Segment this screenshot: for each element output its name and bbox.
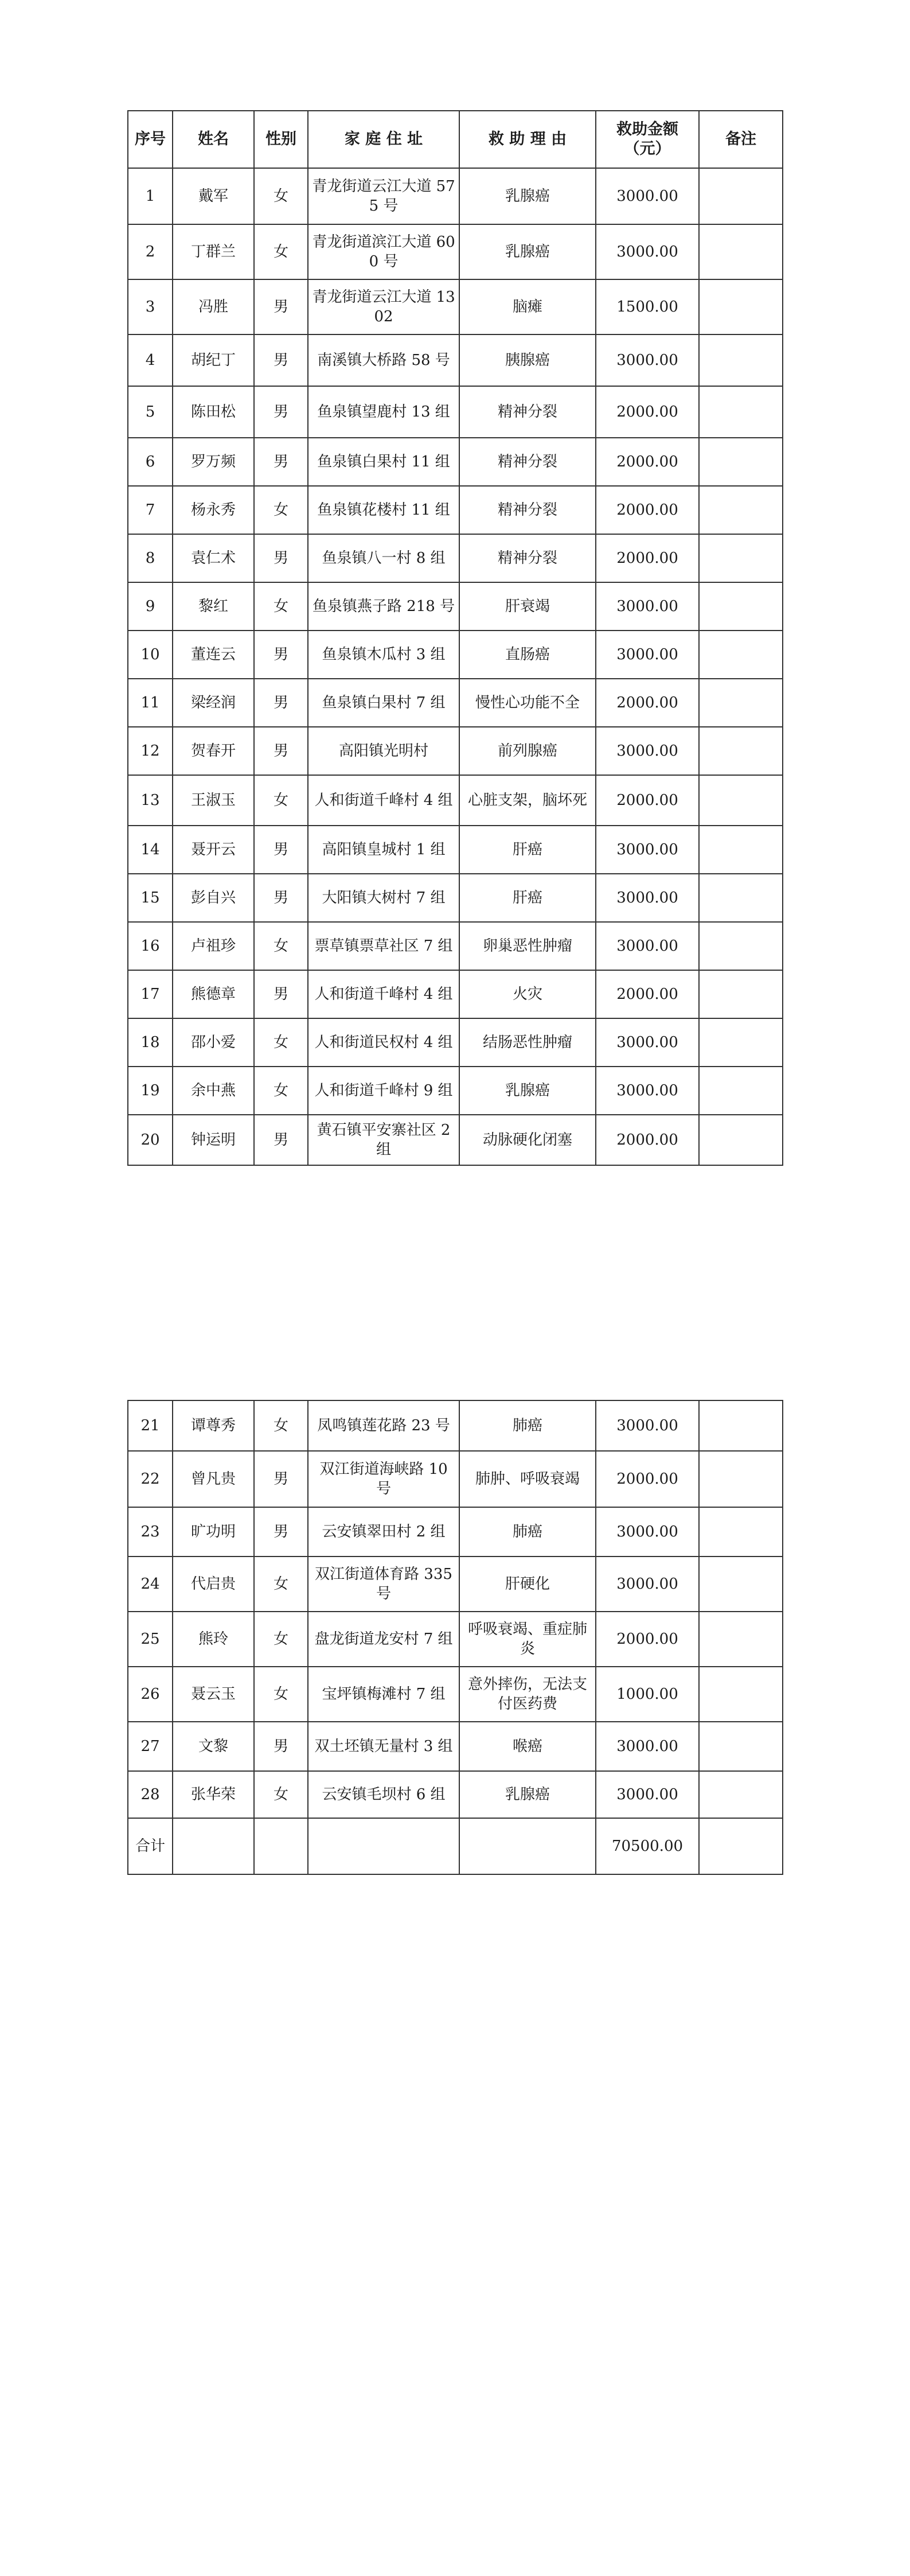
- table-row: [128, 1667, 783, 1722]
- cell-name: 卢祖珍: [173, 922, 254, 970]
- cell-reason: 肝硬化: [459, 1557, 596, 1612]
- table-row: [128, 1115, 783, 1165]
- cell-remark: [699, 679, 783, 727]
- cell-index: 11: [128, 679, 173, 727]
- cell-gender: 男: [254, 970, 308, 1018]
- total-amount: 70500.00: [596, 1818, 699, 1874]
- total-empty-cell: [459, 1818, 596, 1874]
- cell-amount: 3000.00: [596, 1018, 699, 1067]
- table-row: [128, 1018, 783, 1067]
- cell-amount: 2000.00: [596, 775, 699, 826]
- cell-index: 24: [128, 1557, 173, 1612]
- table-row: [128, 970, 783, 1018]
- cell-amount: 3000.00: [596, 1771, 699, 1818]
- total-row: [128, 1818, 783, 1874]
- cell-remark: [699, 1771, 783, 1818]
- cell-reason: 胰腺癌: [459, 334, 596, 386]
- cell-gender: 男: [254, 1722, 308, 1771]
- cell-remark: [699, 1612, 783, 1667]
- cell-index: 25: [128, 1612, 173, 1667]
- cell-index: 14: [128, 826, 173, 874]
- cell-reason: 乳腺癌: [459, 224, 596, 279]
- cell-name: 戴军: [173, 168, 254, 224]
- cell-amount: 3000.00: [596, 1557, 699, 1612]
- cell-index: 21: [128, 1400, 173, 1451]
- aid-table-page-1: [127, 110, 783, 1166]
- cell-index: 8: [128, 534, 173, 582]
- aid-table-page-2: [127, 1400, 783, 1875]
- cell-reason: 前列腺癌: [459, 727, 596, 775]
- cell-amount: 3000.00: [596, 922, 699, 970]
- cell-amount: 3000.00: [596, 1507, 699, 1557]
- cell-amount: 3000.00: [596, 1722, 699, 1771]
- cell-gender: 男: [254, 826, 308, 874]
- cell-index: 16: [128, 922, 173, 970]
- cell-amount: 3000.00: [596, 631, 699, 679]
- cell-gender: 男: [254, 1115, 308, 1165]
- cell-address: 鱼泉镇木瓜村 3 组: [308, 631, 459, 679]
- cell-reason: 卵巢恶性肿瘤: [459, 922, 596, 970]
- cell-name: 黎红: [173, 582, 254, 631]
- cell-gender: 男: [254, 1451, 308, 1507]
- cell-index: 20: [128, 1115, 173, 1165]
- cell-reason: 肝癌: [459, 874, 596, 922]
- table-row: [128, 1771, 783, 1818]
- total-empty-cell: [173, 1818, 254, 1874]
- header-reason: 救 助 理 由: [459, 111, 596, 168]
- cell-remark: [699, 826, 783, 874]
- cell-gender: 男: [254, 438, 308, 486]
- cell-address: 人和街道千峰村 4 组: [308, 775, 459, 826]
- cell-name: 熊德章: [173, 970, 254, 1018]
- cell-name: 曾凡贵: [173, 1451, 254, 1507]
- cell-address: 黄石镇平安寨社区 2 组: [308, 1115, 459, 1165]
- cell-reason: 精神分裂: [459, 386, 596, 438]
- cell-reason: 火灾: [459, 970, 596, 1018]
- cell-name: 熊玲: [173, 1612, 254, 1667]
- cell-reason: 肺肿、呼吸衰竭: [459, 1451, 596, 1507]
- cell-gender: 女: [254, 1400, 308, 1451]
- cell-amount: 3000.00: [596, 874, 699, 922]
- cell-index: 10: [128, 631, 173, 679]
- table-row: [128, 727, 783, 775]
- cell-remark: [699, 1400, 783, 1451]
- cell-amount: 1500.00: [596, 279, 699, 334]
- cell-remark: [699, 874, 783, 922]
- cell-index: 1: [128, 168, 173, 224]
- cell-address: 双江街道海峡路 10 号: [308, 1451, 459, 1507]
- cell-remark: [699, 582, 783, 631]
- cell-remark: [699, 1507, 783, 1557]
- cell-reason: 慢性心功能不全: [459, 679, 596, 727]
- cell-name: 余中燕: [173, 1067, 254, 1115]
- total-label: 合计: [128, 1818, 173, 1874]
- table-row: [128, 168, 783, 224]
- table-row: [128, 1612, 783, 1667]
- cell-index: 26: [128, 1667, 173, 1722]
- header-remark: 备注: [699, 111, 783, 168]
- cell-remark: [699, 727, 783, 775]
- cell-name: 聂云玉: [173, 1667, 254, 1722]
- cell-index: 17: [128, 970, 173, 1018]
- cell-address: 盘龙街道龙安村 7 组: [308, 1612, 459, 1667]
- table-row: [128, 775, 783, 826]
- cell-address: 青龙街道滨江大道 600 号: [308, 224, 459, 279]
- cell-reason: 肝癌: [459, 826, 596, 874]
- cell-name: 王淑玉: [173, 775, 254, 826]
- cell-remark: [699, 922, 783, 970]
- cell-reason: 动脉硬化闭塞: [459, 1115, 596, 1165]
- cell-amount: 3000.00: [596, 582, 699, 631]
- cell-index: 23: [128, 1507, 173, 1557]
- cell-reason: 结肠恶性肿瘤: [459, 1018, 596, 1067]
- cell-index: 5: [128, 386, 173, 438]
- cell-remark: [699, 1722, 783, 1771]
- cell-name: 丁群兰: [173, 224, 254, 279]
- cell-gender: 男: [254, 874, 308, 922]
- cell-index: 15: [128, 874, 173, 922]
- table-row: [128, 1722, 783, 1771]
- cell-address: 人和街道千峰村 4 组: [308, 970, 459, 1018]
- cell-gender: 男: [254, 334, 308, 386]
- cell-remark: [699, 775, 783, 826]
- cell-reason: 肺癌: [459, 1400, 596, 1451]
- cell-gender: 女: [254, 1771, 308, 1818]
- cell-name: 冯胜: [173, 279, 254, 334]
- cell-index: 12: [128, 727, 173, 775]
- cell-gender: 女: [254, 224, 308, 279]
- cell-reason: 精神分裂: [459, 534, 596, 582]
- cell-amount: 3000.00: [596, 168, 699, 224]
- table-body-page-1: [128, 168, 783, 1165]
- cell-name: 钟运明: [173, 1115, 254, 1165]
- cell-index: 22: [128, 1451, 173, 1507]
- cell-reason: 肝衰竭: [459, 582, 596, 631]
- cell-amount: 2000.00: [596, 534, 699, 582]
- cell-address: 鱼泉镇白果村 7 组: [308, 679, 459, 727]
- cell-remark: [699, 1115, 783, 1165]
- cell-reason: 心脏支架，脑坏死: [459, 775, 596, 826]
- cell-reason: 乳腺癌: [459, 1067, 596, 1115]
- cell-name: 聂开云: [173, 826, 254, 874]
- cell-index: 27: [128, 1722, 173, 1771]
- cell-name: 贺春开: [173, 727, 254, 775]
- cell-address: 双江街道体育路 335 号: [308, 1557, 459, 1612]
- table-row: [128, 1451, 783, 1507]
- cell-amount: 2000.00: [596, 486, 699, 534]
- table-row: [128, 224, 783, 279]
- cell-remark: [699, 438, 783, 486]
- header-index: 序号: [128, 111, 173, 168]
- cell-address: 高阳镇光明村: [308, 727, 459, 775]
- cell-remark: [699, 1018, 783, 1067]
- cell-remark: [699, 486, 783, 534]
- cell-address: 大阳镇大树村 7 组: [308, 874, 459, 922]
- cell-reason: 乳腺癌: [459, 1771, 596, 1818]
- cell-amount: 2000.00: [596, 1115, 699, 1165]
- table-row: [128, 922, 783, 970]
- cell-address: 鱼泉镇望鹿村 13 组: [308, 386, 459, 438]
- cell-address: 双土坯镇无量村 3 组: [308, 1722, 459, 1771]
- cell-reason: 意外摔伤，无法支付医药费: [459, 1667, 596, 1722]
- cell-gender: 女: [254, 922, 308, 970]
- cell-gender: 男: [254, 279, 308, 334]
- table-row: [128, 1557, 783, 1612]
- cell-amount: 3000.00: [596, 826, 699, 874]
- cell-address: 云安镇毛坝村 6 组: [308, 1771, 459, 1818]
- cell-index: 4: [128, 334, 173, 386]
- cell-gender: 女: [254, 1667, 308, 1722]
- cell-amount: 3000.00: [596, 1400, 699, 1451]
- cell-index: 18: [128, 1018, 173, 1067]
- cell-remark: [699, 1067, 783, 1115]
- cell-address: 青龙街道云江大道 1302: [308, 279, 459, 334]
- cell-amount: 3000.00: [596, 334, 699, 386]
- cell-address: 南溪镇大桥路 58 号: [308, 334, 459, 386]
- cell-amount: 2000.00: [596, 386, 699, 438]
- cell-address: 人和街道千峰村 9 组: [308, 1067, 459, 1115]
- cell-name: 代启贵: [173, 1557, 254, 1612]
- cell-gender: 男: [254, 727, 308, 775]
- cell-gender: 女: [254, 1557, 308, 1612]
- cell-index: 7: [128, 486, 173, 534]
- cell-name: 邵小爱: [173, 1018, 254, 1067]
- cell-gender: 女: [254, 1612, 308, 1667]
- table-row: [128, 386, 783, 438]
- cell-remark: [699, 1451, 783, 1507]
- table-row: [128, 1067, 783, 1115]
- cell-reason: 乳腺癌: [459, 168, 596, 224]
- header-amount: 救助金额（元）: [596, 111, 699, 168]
- cell-address: 青龙街道云江大道 575 号: [308, 168, 459, 224]
- header-name: 姓名: [173, 111, 254, 168]
- cell-name: 董连云: [173, 631, 254, 679]
- cell-address: 云安镇翠田村 2 组: [308, 1507, 459, 1557]
- cell-remark: [699, 631, 783, 679]
- cell-remark: [699, 1667, 783, 1722]
- table-body-page-2: [128, 1400, 783, 1818]
- cell-reason: 喉癌: [459, 1722, 596, 1771]
- cell-amount: 2000.00: [596, 1612, 699, 1667]
- table-row: [128, 334, 783, 386]
- cell-address: 宝坪镇梅滩村 7 组: [308, 1667, 459, 1722]
- total-remark-cell: [699, 1818, 783, 1874]
- cell-amount: 3000.00: [596, 224, 699, 279]
- cell-remark: [699, 224, 783, 279]
- total-empty-cell: [308, 1818, 459, 1874]
- header-address: 家 庭 住 址: [308, 111, 459, 168]
- cell-amount: 2000.00: [596, 1451, 699, 1507]
- cell-gender: 男: [254, 386, 308, 438]
- cell-amount: 2000.00: [596, 679, 699, 727]
- cell-index: 3: [128, 279, 173, 334]
- cell-index: 28: [128, 1771, 173, 1818]
- table-header-row: [128, 111, 783, 168]
- cell-reason: 精神分裂: [459, 438, 596, 486]
- cell-remark: [699, 386, 783, 438]
- cell-name: 张华荣: [173, 1771, 254, 1818]
- cell-index: 19: [128, 1067, 173, 1115]
- cell-name: 彭自兴: [173, 874, 254, 922]
- cell-gender: 男: [254, 679, 308, 727]
- cell-gender: 女: [254, 1018, 308, 1067]
- cell-gender: 男: [254, 1507, 308, 1557]
- table-row: [128, 486, 783, 534]
- table-row: [128, 582, 783, 631]
- cell-gender: 女: [254, 168, 308, 224]
- table-row: [128, 874, 783, 922]
- cell-index: 9: [128, 582, 173, 631]
- cell-gender: 男: [254, 631, 308, 679]
- table-row: [128, 534, 783, 582]
- cell-reason: 脑瘫: [459, 279, 596, 334]
- cell-amount: 2000.00: [596, 970, 699, 1018]
- cell-name: 胡纪丁: [173, 334, 254, 386]
- cell-gender: 女: [254, 775, 308, 826]
- cell-address: 鱼泉镇八一村 8 组: [308, 534, 459, 582]
- cell-address: 鱼泉镇燕子路 218 号: [308, 582, 459, 631]
- table-row: [128, 631, 783, 679]
- cell-index: 13: [128, 775, 173, 826]
- cell-remark: [699, 279, 783, 334]
- table-row: [128, 1400, 783, 1451]
- table-row: [128, 679, 783, 727]
- cell-remark: [699, 1557, 783, 1612]
- table-row: [128, 279, 783, 334]
- cell-name: 梁经润: [173, 679, 254, 727]
- cell-address: 鱼泉镇花楼村 11 组: [308, 486, 459, 534]
- cell-reason: 肺癌: [459, 1507, 596, 1557]
- cell-address: 鱼泉镇白果村 11 组: [308, 438, 459, 486]
- cell-address: 人和街道民权村 4 组: [308, 1018, 459, 1067]
- cell-name: 罗万频: [173, 438, 254, 486]
- cell-amount: 3000.00: [596, 1067, 699, 1115]
- cell-name: 杨永秀: [173, 486, 254, 534]
- cell-gender: 男: [254, 534, 308, 582]
- cell-remark: [699, 534, 783, 582]
- cell-name: 陈田松: [173, 386, 254, 438]
- cell-address: 票草镇票草社区 7 组: [308, 922, 459, 970]
- header-gender: 性别: [254, 111, 308, 168]
- cell-gender: 女: [254, 582, 308, 631]
- table-row: [128, 1507, 783, 1557]
- cell-amount: 3000.00: [596, 727, 699, 775]
- cell-amount: 1000.00: [596, 1667, 699, 1722]
- cell-index: 2: [128, 224, 173, 279]
- cell-reason: 呼吸衰竭、重症肺炎: [459, 1612, 596, 1667]
- cell-index: 6: [128, 438, 173, 486]
- cell-remark: [699, 334, 783, 386]
- cell-address: 凤鸣镇莲花路 23 号: [308, 1400, 459, 1451]
- total-empty-cell: [254, 1818, 308, 1874]
- cell-address: 高阳镇皇城村 1 组: [308, 826, 459, 874]
- cell-name: 文黎: [173, 1722, 254, 1771]
- cell-reason: 精神分裂: [459, 486, 596, 534]
- cell-remark: [699, 970, 783, 1018]
- cell-amount: 2000.00: [596, 438, 699, 486]
- cell-name: 旷功明: [173, 1507, 254, 1557]
- cell-name: 谭尊秀: [173, 1400, 254, 1451]
- table-row: [128, 438, 783, 486]
- table-row: [128, 826, 783, 874]
- cell-name: 袁仁术: [173, 534, 254, 582]
- cell-remark: [699, 168, 783, 224]
- cell-gender: 女: [254, 486, 308, 534]
- cell-gender: 女: [254, 1067, 308, 1115]
- cell-reason: 直肠癌: [459, 631, 596, 679]
